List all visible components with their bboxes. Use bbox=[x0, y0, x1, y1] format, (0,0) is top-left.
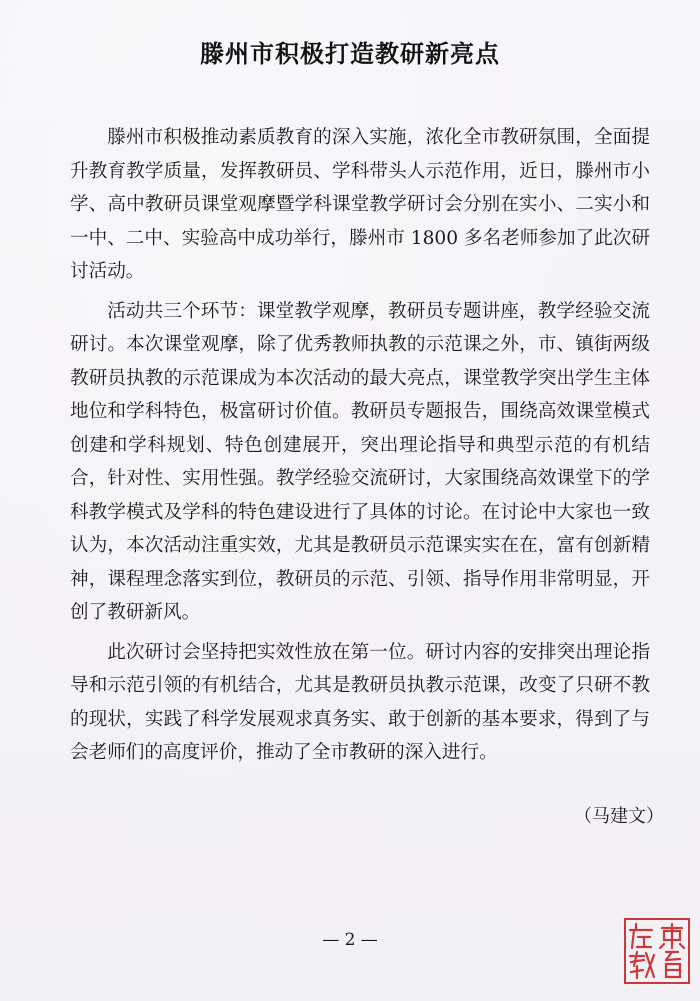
paragraph-1: 滕州市积极推动素质教育的深入实施，浓化全市教研氛围，全面提升教育教学质量，发挥教研员、学科带头人示范作用，近日，滕州市小学、高中教研员课堂观摩暨学科课堂教学研讨会分别在实小、二实小和一中、二中、实验高中成功举行，滕州市 1800 多名老师参加了此次研讨活动。 bbox=[70, 127, 650, 282]
paragraph-2: 活动共三个环节：课堂教学观摩，教研员专题讲座，教学经验交流研讨。本次课堂观摩，除了优秀教师执教的示范课之外，市、镇街两级教研员执教的示范课成为本次活动的最大亮点，课堂教学突出学生主体地位和学科特色，极富研讨价值。教研员专题报告，围绕高效课堂模式创建和学科规划、特色创建展开，突出理论指导和典型示范的有机结合，针对性、实用性强。教学经验交流研讨，大家围绕高效课堂下的学科教学模式及学科的特色建设进行了具体的讨论。在讨论中大家也一致认为，本次活动注重实效，尤其是教研员示范课实实在在，富有创新精神，课程理念落实到位，教研员的示范、引领、指导作用非常明显，开创了教研新风。 bbox=[70, 300, 650, 623]
watermark-seal bbox=[624, 918, 690, 984]
paragraph-3: 此次研讨会坚持把实效性放在第一位。研讨内容的安排突出理论指导和示范引领的有机结合，尤其是教研员执教示范课，改变了只研不教的现状，实践了科学发展观求真务实、敢于创新的基本要求，得到了与会老师们的高度评价，推动了全市教研的深入进行。 bbox=[70, 641, 650, 763]
document-title: 滕州市积极打造教研新亮点 bbox=[200, 39, 500, 68]
author-signature: （马建文） bbox=[574, 806, 664, 827]
document-body bbox=[70, 121, 650, 776]
page-number: — 2 — bbox=[322, 930, 378, 950]
seal-icon bbox=[626, 920, 688, 982]
